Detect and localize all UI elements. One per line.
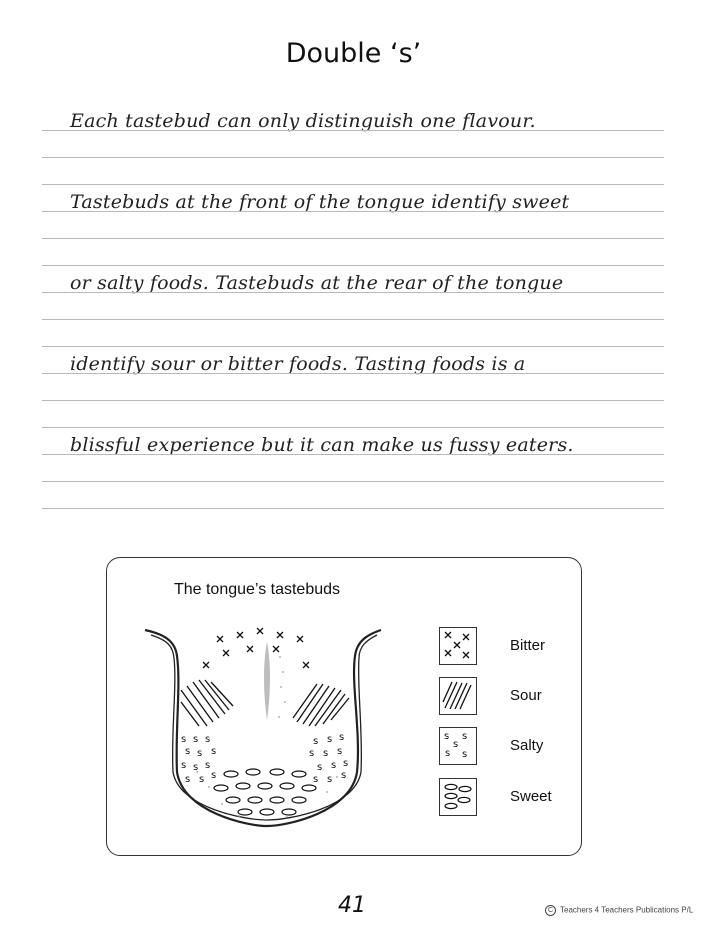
practice-row	[42, 349, 664, 429]
svg-text:s: s	[313, 736, 319, 747]
svg-text:s: s	[339, 732, 345, 743]
model-sentence: Tastebuds at the front of the tongue identify sweet	[70, 191, 570, 213]
svg-text:s: s	[453, 739, 459, 750]
guide-line	[42, 481, 664, 482]
guide-line	[42, 130, 664, 131]
page-title: Double ‘s’	[285, 38, 422, 69]
guide-line	[42, 319, 664, 320]
model-sentence: Each tastebud can only distinguish one flavour.	[70, 110, 536, 132]
svg-text:s: s	[185, 746, 191, 757]
svg-text:s: s	[331, 760, 337, 771]
guide-line	[42, 292, 664, 293]
svg-text:s: s	[205, 760, 211, 771]
guide-line	[42, 184, 664, 185]
guide-line	[42, 265, 664, 266]
svg-text:s: s	[309, 748, 315, 759]
svg-text:s: s	[341, 770, 347, 781]
svg-text:s: s	[211, 770, 217, 781]
practice-row	[42, 430, 664, 510]
svg-text:s: s	[199, 774, 205, 785]
svg-text:s: s	[337, 746, 343, 757]
copyright-text: Teachers 4 Teachers Publications P/L	[560, 905, 694, 915]
diagram-title: The tongue’s tastebuds	[173, 581, 341, 598]
svg-text:s: s	[327, 734, 333, 745]
svg-text:s: s	[317, 762, 323, 773]
svg-text:s: s	[193, 762, 199, 773]
svg-text:s: s	[205, 734, 211, 745]
svg-text:s: s	[327, 774, 333, 785]
svg-text:s: s	[462, 749, 468, 760]
legend-item-bitter	[439, 627, 579, 667]
legend-item-salty	[439, 727, 579, 767]
svg-text:s: s	[444, 731, 450, 742]
practice-row	[42, 187, 664, 267]
svg-text:s: s	[193, 734, 199, 745]
oval-icon	[439, 778, 477, 816]
copyright-notice	[545, 905, 693, 916]
tastebud-diagram-panel	[106, 557, 582, 856]
svg-text:s: s	[313, 774, 319, 785]
svg-text:s: s	[197, 748, 203, 759]
copyright-icon: C	[545, 905, 556, 916]
guide-line	[42, 346, 664, 347]
tongue-illustration	[137, 622, 387, 832]
hatch-icon	[439, 677, 477, 715]
legend-item-sweet	[439, 778, 579, 818]
svg-text:s: s	[211, 746, 217, 757]
cross-icon	[439, 627, 477, 665]
svg-text:s: s	[185, 774, 191, 785]
guide-line	[42, 211, 664, 212]
svg-text:s: s	[343, 758, 349, 769]
model-sentence: identify sour or bitter foods. Tasting foods is a	[70, 353, 526, 375]
guide-line	[42, 400, 664, 401]
guide-line	[42, 508, 664, 509]
svg-text:s: s	[323, 748, 329, 759]
practice-row	[42, 268, 664, 348]
guide-line	[42, 157, 664, 158]
legend-label: Sour	[510, 687, 542, 704]
page-number: 41	[338, 893, 366, 918]
guide-line	[42, 427, 664, 428]
svg-text:s: s	[181, 760, 187, 771]
model-sentence: blissful experience but it can make us fussy eaters.	[70, 434, 574, 456]
svg-text:s: s	[181, 734, 187, 745]
model-sentence: or salty foods. Tastebuds at the rear of the tongue	[70, 272, 564, 294]
letter-s-icon	[439, 727, 477, 765]
legend-label: Sweet	[510, 788, 552, 805]
practice-row	[42, 106, 664, 186]
guide-line	[42, 373, 664, 374]
guide-line	[42, 238, 664, 239]
legend-label: Salty	[510, 737, 544, 754]
svg-text:s: s	[445, 748, 451, 759]
guide-line	[42, 454, 664, 455]
svg-text:s: s	[462, 731, 468, 742]
legend-item-sour	[439, 677, 579, 717]
legend-label: Bitter	[510, 637, 546, 654]
